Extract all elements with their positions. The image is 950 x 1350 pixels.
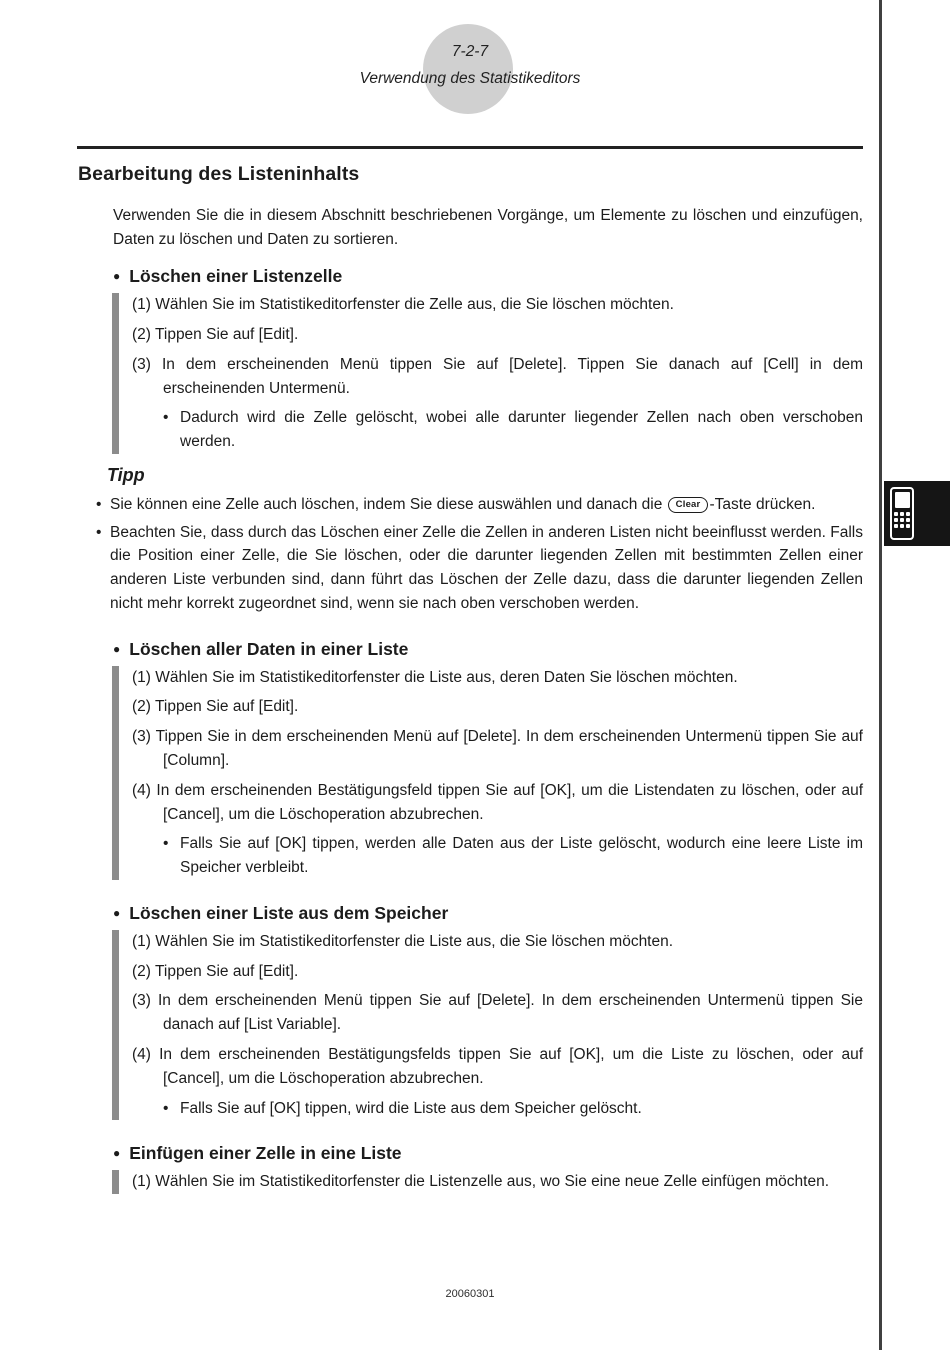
- calculator-keys: [894, 512, 910, 528]
- calculator-icon: [890, 487, 914, 540]
- procedure-step: (4) In dem erscheinenden Bestätigungsfelds tippen Sie auf [OK], um die Liste zu löschen, oder auf [Cancel], um die Löschoperation abzubrechen.: [132, 1045, 864, 1087]
- procedure-step: (1) Wählen Sie im Statistikeditorfenster die Liste aus, die Sie löschen möchten.: [132, 932, 674, 950]
- step-note: • Falls Sie auf [OK] tippen, wird die Liste aus dem Speicher gelöscht.: [132, 1097, 863, 1121]
- step-number: (1): [132, 668, 156, 686]
- bullet-icon: ●: [113, 1146, 121, 1161]
- section-heading-text: Löschen einer Liste aus dem Speicher: [129, 902, 449, 923]
- bullet-icon: •: [163, 409, 169, 427]
- procedure-step: (1) Wählen Sie im Statistikeditorfenster die Zelle aus, die Sie löschen möchten.: [132, 296, 674, 314]
- main-content: [77, 0, 863, 1200]
- bullet-icon: •: [96, 495, 102, 513]
- page-number: 7-2-7: [451, 43, 489, 60]
- step-number: (1): [132, 932, 156, 950]
- clear-key-icon: Clear: [668, 497, 709, 513]
- section-heading-text: Einfügen einer Zelle in eine Liste: [129, 1143, 402, 1164]
- tip-heading: Tipp: [107, 464, 145, 485]
- procedure-step: (3) In dem erscheinenden Menü tippen Sie auf [Delete]. In dem erscheinenden Untermenü tippen Sie danach auf [List Variable].: [132, 992, 863, 1034]
- sections-top: [77, 265, 863, 454]
- procedure-section: [77, 638, 863, 880]
- bullet-icon: ●: [113, 641, 121, 656]
- bullet-icon: •: [163, 1099, 169, 1117]
- section-heading-text: Löschen einer Listenzelle: [129, 266, 343, 287]
- tip-note: • Sie können eine Zelle auch löschen, indem Sie diese auswählen und danach die Clear -Taste drücken.: [96, 493, 863, 517]
- page-edge-rule: [879, 0, 882, 1350]
- step-list: [112, 1170, 863, 1194]
- title-rule: [77, 146, 863, 149]
- calculator-screen: [895, 492, 910, 508]
- chapter-thumb-tab: [884, 481, 950, 546]
- procedure-step: (1) Wählen Sie im Statistikeditorfenster die Liste aus, deren Daten Sie löschen möchten.: [132, 668, 738, 686]
- tip-block: [77, 464, 863, 616]
- step-number: (1): [132, 296, 156, 314]
- procedure-step: (2) Tippen Sie auf [Edit].: [132, 962, 299, 980]
- procedure-section: [77, 265, 863, 454]
- procedure-step: (2) Tippen Sie auf [Edit].: [132, 325, 299, 343]
- step-number: (2): [132, 325, 155, 343]
- procedure-section: [77, 1142, 863, 1194]
- section-heading-text: Löschen aller Daten in einer Liste: [129, 638, 409, 659]
- step-number: (3): [132, 992, 158, 1010]
- step-list: [112, 293, 863, 454]
- bullet-icon: ●: [113, 269, 121, 284]
- step-note: • Dadurch wird die Zelle gelöscht, wobei alle darunter liegender Zellen nach oben verschoben werden.: [132, 406, 863, 454]
- page-title: Bearbeitung des Listeninhalts: [78, 163, 360, 185]
- step-number: (4): [132, 1045, 160, 1063]
- procedure-step: (4) In dem erscheinenden Bestätigungsfeld tippen Sie auf [OK], um die Listendaten zu löschen, oder auf [Cancel], um die Löschoperation abzubrechen.: [132, 781, 863, 823]
- step-number: (3): [132, 355, 162, 373]
- chapter-title: Verwendung des Statistikeditors: [359, 70, 581, 87]
- procedure-step: (2) Tippen Sie auf [Edit].: [132, 698, 299, 716]
- step-list: [112, 930, 863, 1121]
- procedure-step: (1) Wählen Sie im Statistikeditorfenster die Listenzelle aus, wo Sie eine neue Zelle einfügen möchten.: [132, 1173, 830, 1191]
- section-heading: [113, 1142, 863, 1166]
- section-heading: [113, 265, 863, 289]
- bullet-icon: •: [96, 523, 102, 541]
- footer-date-code: 20060301: [445, 1288, 495, 1300]
- step-number: (4): [132, 781, 157, 799]
- bullet-icon: •: [163, 835, 169, 853]
- procedure-section: [77, 902, 863, 1120]
- step-number: (1): [132, 1173, 156, 1191]
- intro-paragraph: Verwenden Sie die in diesem Abschnitt beschriebenen Vorgänge, um Elemente zu löschen und einzufügen, Daten zu löschen und Daten zu sortieren.: [113, 206, 863, 248]
- step-number: (3): [132, 728, 156, 746]
- procedure-step: (3) Tippen Sie in dem erscheinenden Menü auf [Delete]. In dem erscheinenden Untermenü tippen Sie auf [Column].: [132, 728, 863, 769]
- bullet-icon: ●: [113, 905, 121, 920]
- step-note: • Falls Sie auf [OK] tippen, werden alle Daten aus der Liste gelöscht, wodurch eine leere Liste im Speicher verbleibt.: [132, 832, 863, 880]
- procedure-step: (3) In dem erscheinenden Menü tippen Sie auf [Delete]. Tippen Sie danach auf [Cell] in dem erscheinenden Untermenü.: [132, 355, 864, 397]
- step-number: (2): [132, 962, 155, 980]
- sections-bottom: [77, 638, 863, 1194]
- section-heading: [113, 638, 863, 662]
- step-list: [112, 666, 863, 880]
- tip-items: [77, 493, 863, 616]
- section-heading: [113, 902, 863, 926]
- tip-note: • Beachten Sie, dass durch das Löschen einer Zelle die Zellen in anderen Listen nicht beeinflusst werden. Falls die Position einer Zelle, die Sie löschen, oder die darunter liegenden Zellen mit bestimmten Zellen einer anderen Liste verbunden sind, dann führt das Löschen der Zelle dazu, dass die darunter liegenden Zellen nicht mehr korrekt zugeordnet sind, wenn sie nach oben verschoben werden.: [96, 521, 863, 616]
- step-number: (2): [132, 698, 155, 716]
